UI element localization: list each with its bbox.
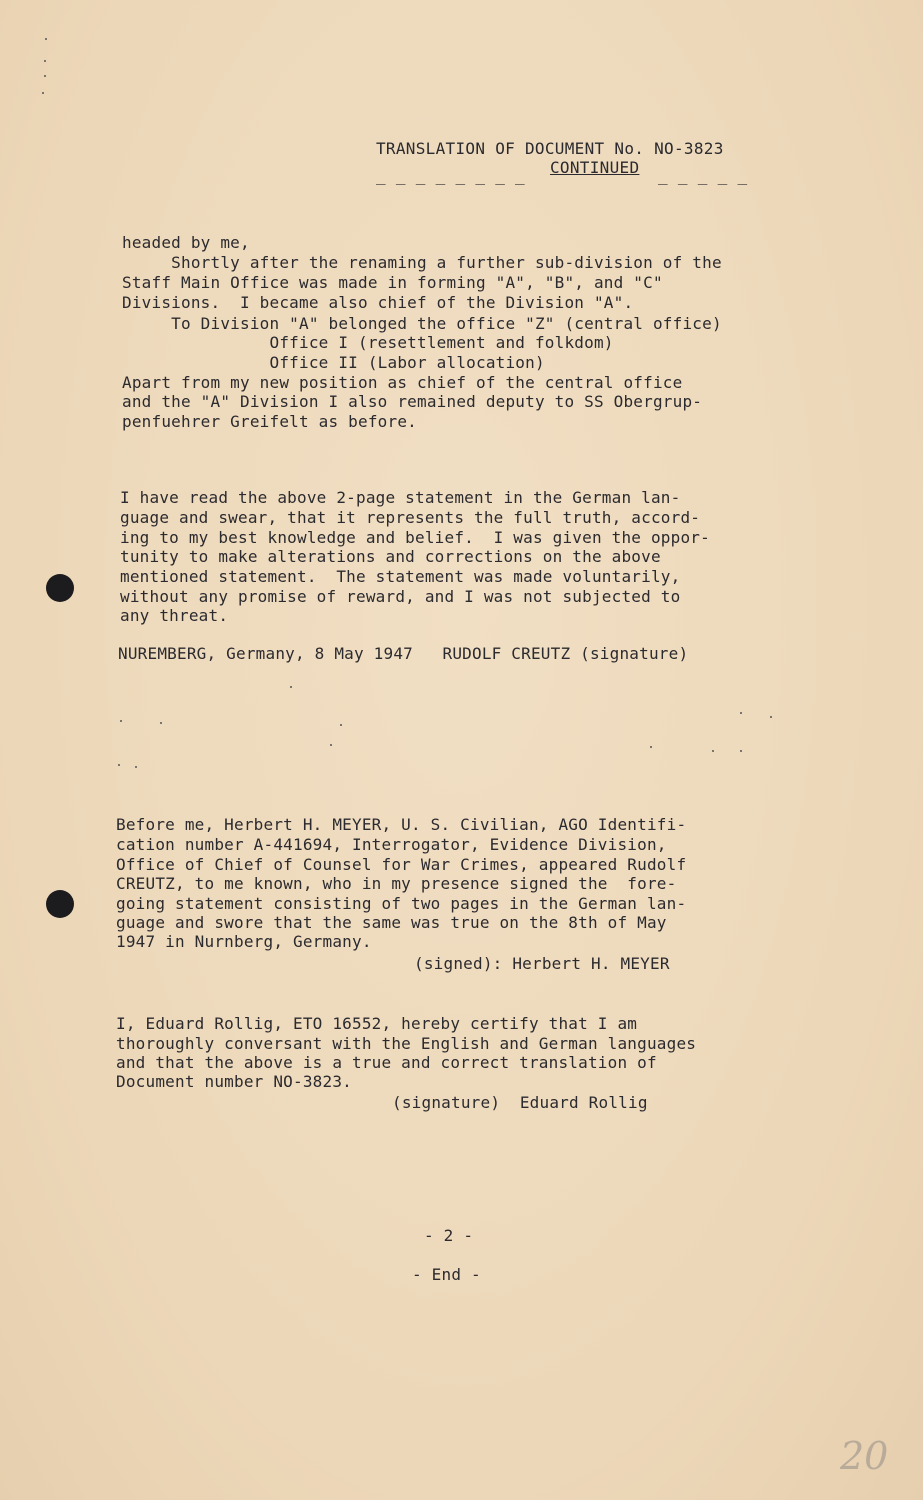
oath-line: cation number A-441694, Interrogator, Evidence Division, <box>116 835 667 854</box>
paper-speck <box>740 712 742 714</box>
paper-speck <box>340 724 342 726</box>
certification-line: I, Eduard Rollig, ETO 16552, hereby certify that I am <box>116 1014 638 1033</box>
statement-line: tunity to make alterations and corrections on the above <box>120 547 661 566</box>
body-line: Office I (resettlement and folkdom) <box>122 333 614 352</box>
margin-speck <box>45 38 47 40</box>
margin-speck <box>44 60 46 62</box>
certification-line: thoroughly conversant with the English and German languages <box>116 1034 697 1053</box>
header-dashes-left: _ _ _ _ _ _ _ _ <box>376 166 525 185</box>
statement-line: without any promise of reward, and I was not subjected to <box>120 587 681 606</box>
paper-speck <box>650 746 652 748</box>
paper-speck <box>330 744 332 746</box>
body-line: To Division "A" belonged the office "Z" (central office) <box>122 314 722 333</box>
paper-speck <box>120 720 122 722</box>
signature-line: NUREMBERG, Germany, 8 May 1947 RUDOLF CREUTZ (signature) <box>118 644 689 663</box>
handwritten-page-number: 20 <box>840 1434 889 1478</box>
punch-hole <box>46 574 74 602</box>
oath-line: CREUTZ, to me known, who in my presence signed the fore- <box>116 874 677 893</box>
statement-line: guage and swear, that it represents the full truth, accord- <box>120 508 701 527</box>
punch-hole <box>46 890 74 918</box>
oath-line: guage and swore that the same was true on the 8th of May <box>116 913 667 932</box>
body-line: Office II (Labor allocation) <box>122 353 545 372</box>
interrogator-signature: (signed): Herbert H. MEYER <box>414 954 670 973</box>
oath-line: Office of Chief of Counsel for War Crimes, appeared Rudolf <box>116 855 687 874</box>
oath-line: Before me, Herbert H. MEYER, U. S. Civilian, AGO Identifi- <box>116 815 687 834</box>
end-marker: - End - <box>412 1265 481 1284</box>
margin-speck <box>42 92 44 94</box>
certification-line: Document number NO-3823. <box>116 1072 352 1091</box>
document-title: TRANSLATION OF DOCUMENT No. NO-3823 <box>376 139 724 158</box>
certification-line: and that the above is a true and correct translation of <box>116 1053 657 1072</box>
body-line: penfuehrer Greifelt as before. <box>122 412 417 431</box>
paper-speck <box>160 722 162 724</box>
statement-line: I have read the above 2-page statement in the German lan- <box>120 488 681 507</box>
paper-speck <box>740 750 742 752</box>
oath-line: 1947 in Nurnberg, Germany. <box>116 932 372 951</box>
header-dashes-right: _ _ _ _ _ <box>658 166 748 185</box>
paper-speck <box>135 766 137 768</box>
body-line: headed by me, <box>122 233 250 252</box>
body-line: and the "A" Division I also remained deputy to SS Obergrup- <box>122 392 703 411</box>
body-line: Divisions. I became also chief of the Division "A". <box>122 293 634 312</box>
body-line: Shortly after the renaming a further sub-division of the <box>122 253 722 272</box>
margin-speck <box>44 75 46 77</box>
paper-speck <box>118 764 120 766</box>
body-line: Apart from my new position as chief of the central office <box>122 373 683 392</box>
oath-line: going statement consisting of two pages in the German lan- <box>116 894 687 913</box>
statement-line: any threat. <box>120 606 229 625</box>
body-line: Staff Main Office was made in forming "A", "B", and "C" <box>122 273 663 292</box>
page-number: - 2 - <box>424 1226 474 1245</box>
paper-speck <box>712 750 714 752</box>
document-subtitle: CONTINUED <box>550 158 640 177</box>
translator-signature: (signature) Eduard Rollig <box>392 1093 648 1112</box>
paper-speck <box>290 686 292 688</box>
paper-speck <box>770 716 772 718</box>
statement-line: mentioned statement. The statement was made voluntarily, <box>120 567 681 586</box>
statement-line: ing to my best knowledge and belief. I was given the oppor- <box>120 528 710 547</box>
